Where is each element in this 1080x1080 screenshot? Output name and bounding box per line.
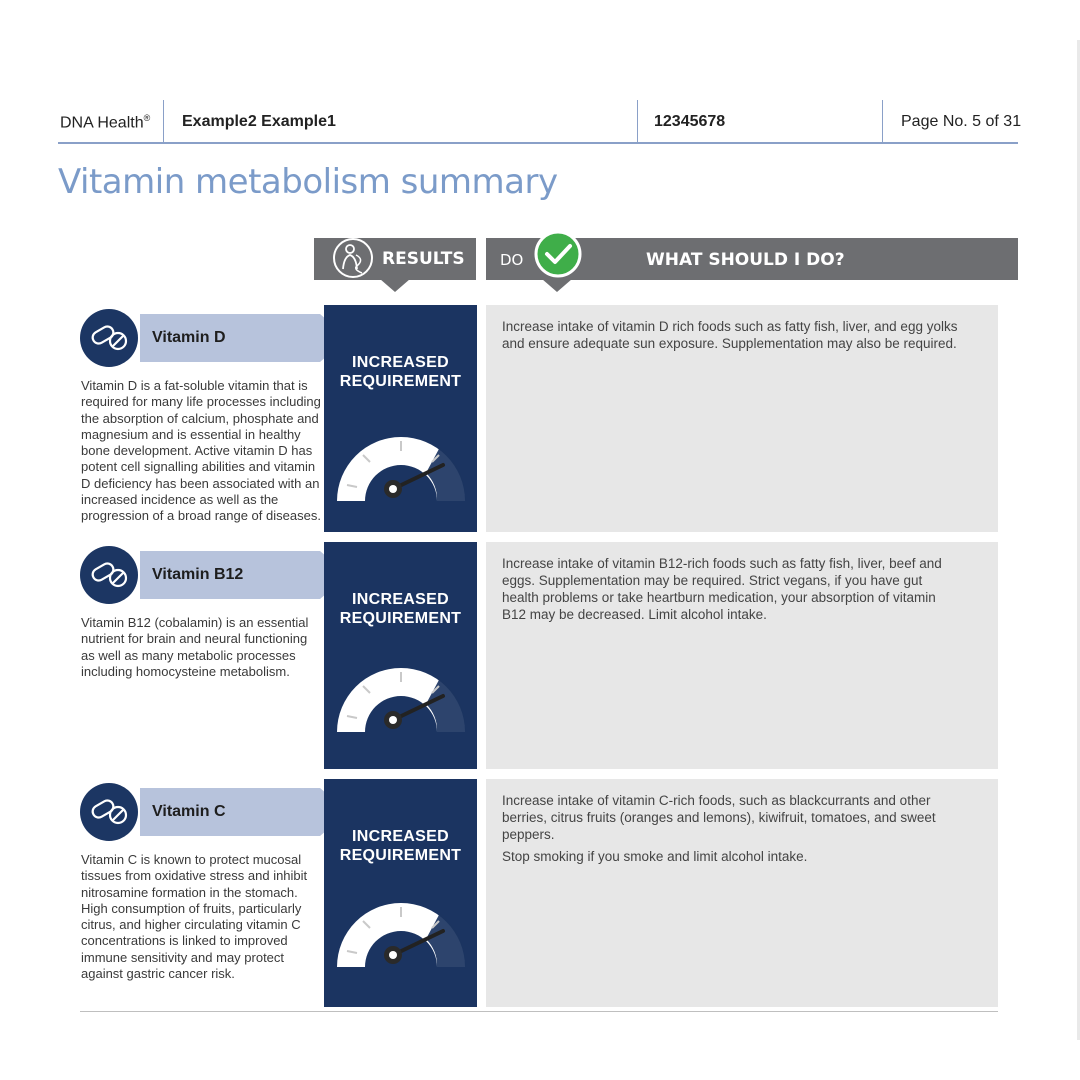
header-divider: [163, 100, 164, 142]
pill-icon: [80, 309, 138, 367]
header-rule: [58, 142, 1018, 144]
footer-rule: [80, 1011, 998, 1012]
vitamin-d-description: Vitamin D is a fat-soluble vitamin that is required for many life processes including the absorption of calcium, phosphate and magnesium and is essential in healthy bone development. Active vitamin D has potent cell signalling abilities and vitamin D deficiency has been associated with an increased incidence as well as the progression of a broad range of diseases.: [81, 378, 321, 524]
results-header: RESULTS: [382, 249, 465, 269]
vitamin-c-advice-extra: Stop smoking if you smoke and limit alcohol intake.: [502, 849, 808, 864]
vitamin-b12-advice: Increase intake of vitamin B12-rich foods such as fatty fish, liver, beef and eggs. Supplementation may be required. Strict vegans, if you have gut health problems or take heartburn medication, your absorption of vitamin B12 may be decreased. Limit alcohol intake.: [502, 556, 942, 622]
vitamin-b12-result-panel: [324, 542, 477, 769]
requirement-gauge: [333, 425, 469, 503]
vitamin-b12-description: Vitamin B12 (cobalamin) is an essential nutrient for brain and neural functioning as well as many metabolic processes including homocysteine metabolism.: [81, 615, 309, 679]
patient-id: 12345678: [654, 113, 726, 130]
brand-name: DNA Health: [60, 114, 144, 132]
pill-icon: [80, 546, 138, 604]
vitamin-d-advice: Increase intake of vitamin D rich foods such as fatty fish, liver, and egg yolks and ensure adequate sun exposure. Supplementation may also be required.: [502, 319, 958, 351]
pill-badge: [80, 783, 138, 841]
vitamin-d-name: Vitamin D: [152, 329, 226, 346]
pill-badge: [80, 309, 138, 367]
vitamin-c-result-panel: [324, 779, 477, 1007]
what-should-i-do-header: WHAT SHOULD I DO?: [646, 250, 845, 270]
dna-person-icon: [330, 235, 376, 281]
result-line2: REQUIREMENT: [339, 847, 462, 864]
page-number: Page No. 5 of 31: [901, 113, 1022, 130]
pill-badge: [80, 546, 138, 604]
do-label: DO: [500, 251, 524, 269]
check-icon: [533, 229, 583, 279]
vitamin-c-advice: Increase intake of vitamin C-rich foods, such as blackcurrants and other berries, citrus fruits (oranges and lemons), kiwifruit, tomatoes, and sweet peppers.: [502, 793, 936, 842]
result-line1: INCREASED: [352, 591, 449, 608]
header-divider: [637, 100, 638, 142]
brand: [60, 113, 150, 132]
vitamin-d-result-panel: [324, 305, 477, 532]
vitamin-b12-name: Vitamin B12: [152, 566, 244, 583]
vitamin-c-name: Vitamin C: [152, 803, 226, 820]
do-tab-pointer: [542, 279, 572, 293]
result-line1: INCREASED: [352, 354, 449, 371]
patient-name: Example2 Example1: [182, 113, 336, 130]
result-line2: REQUIREMENT: [339, 610, 462, 627]
result-line1: INCREASED: [352, 828, 449, 845]
requirement-gauge: [333, 656, 469, 734]
vitamin-c-description: Vitamin C is known to protect mucosal tissues from oxidative stress and inhibit nitrosamine formation in the stomach. High consumption of fruits, particularly citrus, and higher circulating vitamin C concentrations is linked to improved immune sensitivity and may protect against gastric cancer risk.: [81, 852, 308, 982]
page-title: Vitamin metabolism summary: [58, 162, 558, 202]
header-divider: [882, 100, 883, 142]
pill-icon: [80, 783, 138, 841]
requirement-gauge: [333, 891, 469, 969]
registered-mark: ®: [143, 113, 151, 123]
results-tab-pointer: [380, 279, 410, 293]
result-line2: REQUIREMENT: [339, 373, 462, 390]
